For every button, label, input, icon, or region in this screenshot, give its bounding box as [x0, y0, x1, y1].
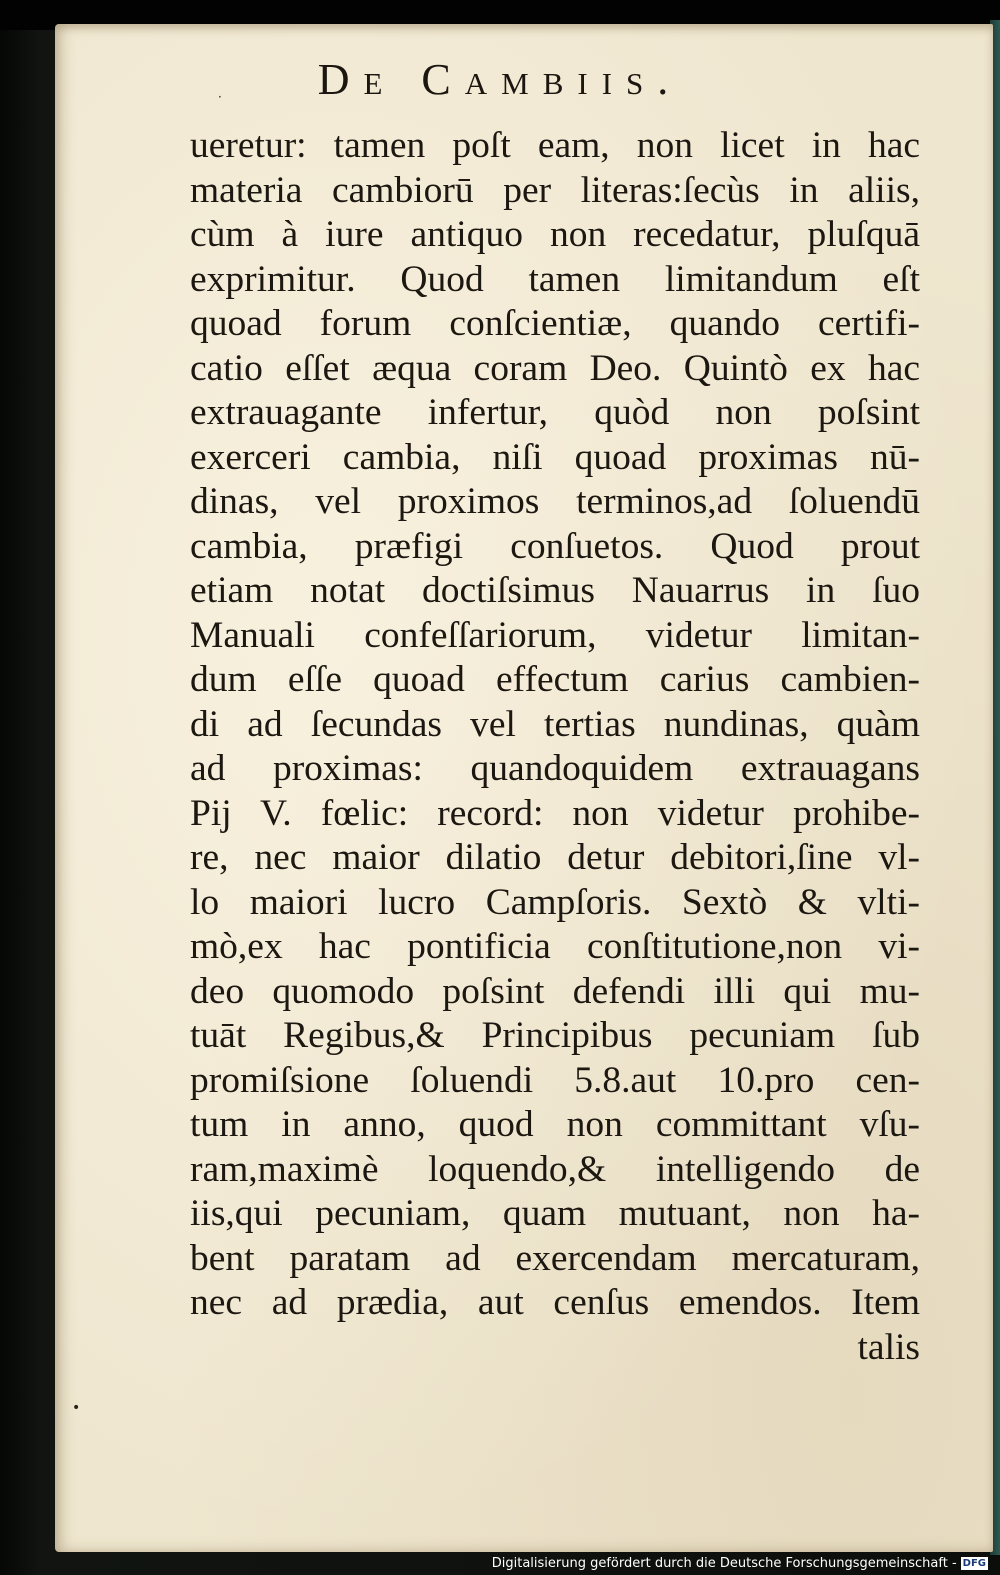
text-line: catio eſſet æqua coram Deo. Quintò ex hac [190, 347, 920, 389]
text-line: Pij V. fœlic: record: non videtur prohibe- [190, 792, 920, 834]
text-line: mò,ex hac pontificia conſtitutione,non vi- [190, 926, 920, 967]
text-line: cùm à iure antiquo non recedatur, pluſquā [190, 214, 920, 255]
text-line: lo maiori lucro Campſoris. Sextò & vlti- [190, 881, 920, 923]
text-line: bent paratam ad exercendam mercaturam, [190, 1237, 920, 1279]
text-line: dinas, vel proximos terminos,ad ſoluendū [190, 481, 920, 522]
text-line: promiſsione ſoluendi 5.8.aut 10.pro cen- [190, 1059, 920, 1101]
text-line: re, nec maior dilatio detur debitori,ſine vl- [190, 837, 920, 878]
text-line: ad proximas: quandoquidem extrauagans [190, 748, 920, 789]
text-line: materia cambiorū per literas:ſecùs in aliis, [190, 169, 920, 211]
ink-speck: • [72, 1400, 81, 1416]
text-line: etiam notat doctiſsimus Nauarrus in ſuo [190, 570, 920, 611]
text-line: exprimitur. Quod tamen limitandum eſt [190, 258, 920, 300]
catchword: talis [857, 1326, 920, 1368]
text-line: nec ad prædia, aut cenſus emendos. Item [190, 1282, 920, 1323]
text-line: di ad ſecundas vel tertias nundinas, quàm [190, 703, 920, 745]
text-line: ueretur: tamen poſt eam, non licet in hac [190, 125, 920, 166]
text-block [190, 124, 920, 1370]
text-line: dum eſſe quoad effectum carius cambien- [190, 659, 920, 700]
ink-speck: · [218, 90, 222, 104]
text-line: extrauagante infertur, quòd non poſsint [190, 392, 920, 433]
footer [492, 1553, 988, 1573]
text-line: tuāt Regibus,& Principibus pecuniam ſub [190, 1015, 920, 1056]
text-line: cambia, præfigi conſuetos. Quod prout [190, 525, 920, 567]
text-line: deo quomodo poſsint defendi illi qui mu- [190, 970, 920, 1012]
footer-text: Digitalisierung gefördert durch die Deutsche Forschungsgemeinschaft - [491, 1555, 957, 1571]
dfg-logo: DFG [962, 1557, 986, 1569]
text-line: quoad forum conſcientiæ, quando certifi- [190, 303, 920, 344]
text-line: exerceri cambia, niſi quoad proximas nū- [190, 436, 920, 478]
text-line: tum in anno, quod non committant vſu- [190, 1104, 920, 1145]
text-line: Manuali confeſſariorum, videtur limitan- [190, 614, 920, 656]
text-line: iis,qui pecuniam, quam mutuant, non ha- [190, 1193, 920, 1234]
text-line: ram,maximè loquendo,& intelligendo de [190, 1148, 920, 1190]
running-head: De Cambiis. [317, 55, 683, 104]
